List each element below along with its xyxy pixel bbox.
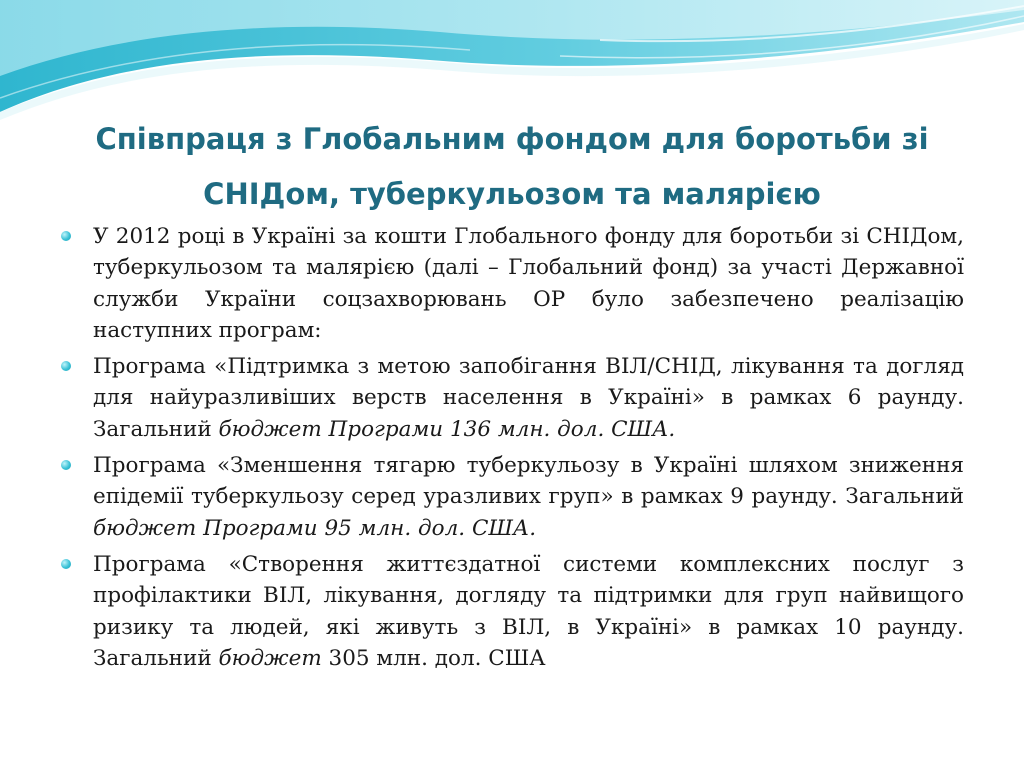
bullet-list: [58, 221, 964, 679]
bullet-item-1: [58, 221, 964, 346]
bullet-text: У 2012 році в Україні за кошти Глобального фонду для боротьби зі СНІДом, туберкульозом та малярією (далі – Глобальний фонд) за участі Державної служби України соцзахворювань ОР було забезпечено реалізацію наступних програм:: [93, 224, 964, 343]
budget-amount: 305 млн. дол. США: [321, 645, 546, 671]
budget-amount: Програми 95 млн. дол. США.: [196, 515, 537, 541]
budget-prefix: Загальний: [837, 484, 965, 510]
bullet-dot-icon: [61, 559, 71, 569]
bullet-text: Програма «Підтримка з метою запобігання ВІЛ/СНІД, лікування та догляд для найуразливіших верств населення в Україні» в рамках 6 раунду.: [93, 354, 964, 411]
slide-title: Співпраця з Глобальним фондом для боротьби зі СНІДом, туберкульозом та малярією: [95, 122, 929, 211]
budget-word: бюджет: [218, 416, 322, 442]
budget-prefix: Загальний: [93, 645, 219, 671]
bullet-dot-icon: [61, 361, 71, 371]
bullet-item-2: [58, 351, 964, 445]
bullet-dot-icon: [61, 460, 71, 470]
bullet-dot-icon: [61, 231, 71, 241]
bullet-item-3: [58, 450, 964, 544]
bullet-text: Програма «Зменшення тягарю туберкульозу в Україні шляхом зниження епідемії туберкульозу серед уразливих груп» в рамках 9 раунду.: [93, 453, 964, 510]
bullet-text: Програма «Створення життєздатної системи комплексних послуг з профілактики ВІЛ, лікування, догляду та підтримки для груп найвищого ризику та людей, які живуть з ВІЛ, в Україні» в рамках 10 раунду.: [93, 551, 964, 640]
budget-word: бюджет: [93, 515, 197, 541]
budget-amount: Програми 136 млн. дол. США.: [321, 416, 676, 442]
budget-prefix: Загальний: [93, 416, 219, 442]
bullet-item-4: [58, 549, 964, 674]
budget-word: бюджет: [218, 645, 322, 671]
